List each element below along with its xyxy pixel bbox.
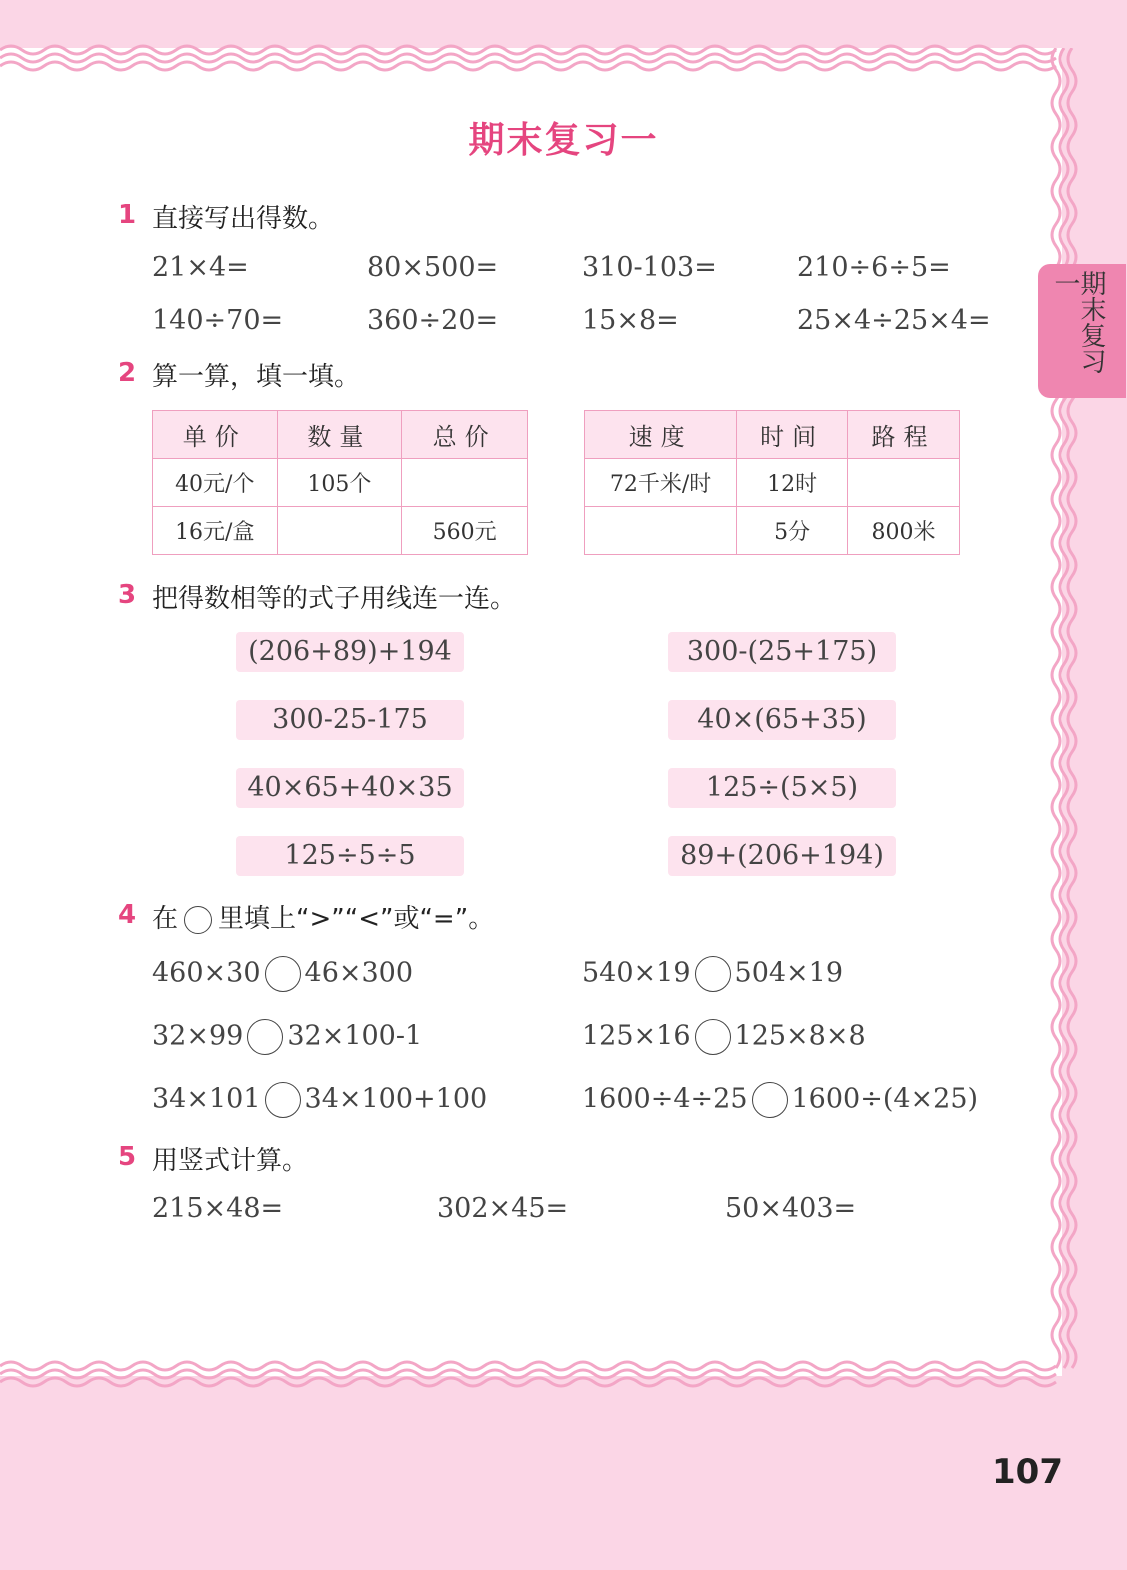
- table-cell-blank[interactable]: [277, 507, 402, 555]
- compare-left: 32×99: [152, 1020, 244, 1052]
- vertical-calc-problem: 50×403=: [725, 1193, 857, 1224]
- q1-instruction: 直接写出得数。: [152, 204, 335, 234]
- q1-expression: 25×4÷25×4=: [797, 305, 991, 336]
- table-cell: 40元/个: [153, 459, 278, 507]
- table-cell: 5分: [737, 507, 848, 555]
- q1-expression: 210÷6÷5=: [797, 252, 951, 283]
- q1-expression: 80×500=: [367, 252, 499, 283]
- q4-instruction-after: 里填上“>”“<”或“=”。: [218, 904, 495, 934]
- table-cell-blank[interactable]: [585, 507, 737, 555]
- side-section-tab: [1038, 264, 1126, 398]
- match-right-expression[interactable]: 89+(206+194): [668, 836, 896, 876]
- q1-expression: 21×4=: [152, 252, 249, 283]
- answer-circle[interactable]: [695, 1019, 731, 1055]
- answer-circle[interactable]: [265, 956, 301, 992]
- compare-left: 540×19: [582, 957, 691, 989]
- q5-number: 5: [118, 1142, 137, 1172]
- speed-table: [584, 410, 960, 555]
- table-cell: 560元: [402, 507, 528, 555]
- compare-left: 125×16: [582, 1020, 691, 1052]
- q1-expression: 310-103=: [582, 252, 717, 283]
- table-header: 总价: [402, 411, 528, 459]
- vertical-calc-problem: 302×45=: [437, 1193, 569, 1224]
- table-cell-blank[interactable]: [402, 459, 528, 507]
- compare-item: [152, 1019, 422, 1055]
- answer-circle[interactable]: [695, 956, 731, 992]
- top-wave-border: [0, 36, 1070, 76]
- table-cell: 800米: [848, 507, 960, 555]
- match-right-expression[interactable]: 125÷(5×5): [668, 768, 896, 808]
- table-cell-blank[interactable]: [848, 459, 960, 507]
- q4-number: 4: [118, 900, 137, 930]
- table-header: 单价: [153, 411, 278, 459]
- compare-right: 1600÷(4×25): [791, 1083, 979, 1115]
- compare-item: [582, 956, 843, 992]
- q3-instruction: 把得数相等的式子用线连一连。: [152, 584, 517, 614]
- match-left-expression[interactable]: 40×65+40×35: [236, 768, 464, 808]
- compare-right: 46×300: [304, 957, 414, 989]
- compare-left: 460×30: [152, 957, 261, 989]
- compare-item: [582, 1082, 978, 1118]
- compare-right: 504×19: [734, 957, 844, 989]
- compare-right: 32×100-1: [287, 1020, 423, 1052]
- match-right-expression[interactable]: 40×(65+35): [668, 700, 896, 740]
- table-cell: 105个: [277, 459, 402, 507]
- table-cell: 72千米/时: [585, 459, 737, 507]
- compare-right: 125×8×8: [734, 1020, 866, 1052]
- bottom-wave-border: [0, 1356, 1070, 1396]
- match-left-expression[interactable]: 125÷5÷5: [236, 836, 464, 876]
- table-header: 时间: [737, 411, 848, 459]
- q2-instruction: 算一算，填一填。: [152, 362, 361, 392]
- answer-circle[interactable]: [752, 1082, 788, 1118]
- answer-circle[interactable]: [247, 1019, 283, 1055]
- compare-right: 34×100+100: [304, 1083, 488, 1115]
- right-wave-border: [1046, 48, 1080, 1378]
- compare-left: 1600÷4÷25: [582, 1083, 748, 1115]
- q2-number: 2: [118, 358, 137, 388]
- q4-instruction-before: 在: [152, 904, 179, 934]
- q1-expression: 15×8=: [582, 305, 679, 336]
- answer-circle[interactable]: [265, 1082, 301, 1118]
- compare-item: [152, 956, 413, 992]
- price-table: [152, 410, 528, 555]
- q4-instruction: [152, 898, 494, 935]
- q1-expression: 360÷20=: [367, 305, 499, 336]
- page-title: 期末复习一: [468, 120, 659, 161]
- table-header: 速度: [585, 411, 737, 459]
- vertical-calc-problem: 215×48=: [152, 1193, 284, 1224]
- q1-number: 1: [118, 200, 137, 230]
- compare-left: 34×101: [152, 1083, 261, 1115]
- table-header: 数量: [277, 411, 402, 459]
- match-right-expression[interactable]: 300-(25+175): [668, 632, 896, 672]
- compare-item: [152, 1082, 487, 1118]
- compare-item: [582, 1019, 866, 1055]
- q5-instruction: 用竖式计算。: [152, 1146, 309, 1176]
- side-tab-label: 期末复习一: [1050, 270, 1106, 374]
- page-number: 107: [992, 1452, 1063, 1492]
- table-cell: 12时: [737, 459, 848, 507]
- match-left-expression[interactable]: (206+89)+194: [236, 632, 464, 672]
- circle-symbol-icon: [184, 906, 212, 934]
- match-left-expression[interactable]: 300-25-175: [236, 700, 464, 740]
- table-cell: 16元/盒: [153, 507, 278, 555]
- table-header: 路程: [848, 411, 960, 459]
- q1-expression: 140÷70=: [152, 305, 284, 336]
- q3-number: 3: [118, 580, 137, 610]
